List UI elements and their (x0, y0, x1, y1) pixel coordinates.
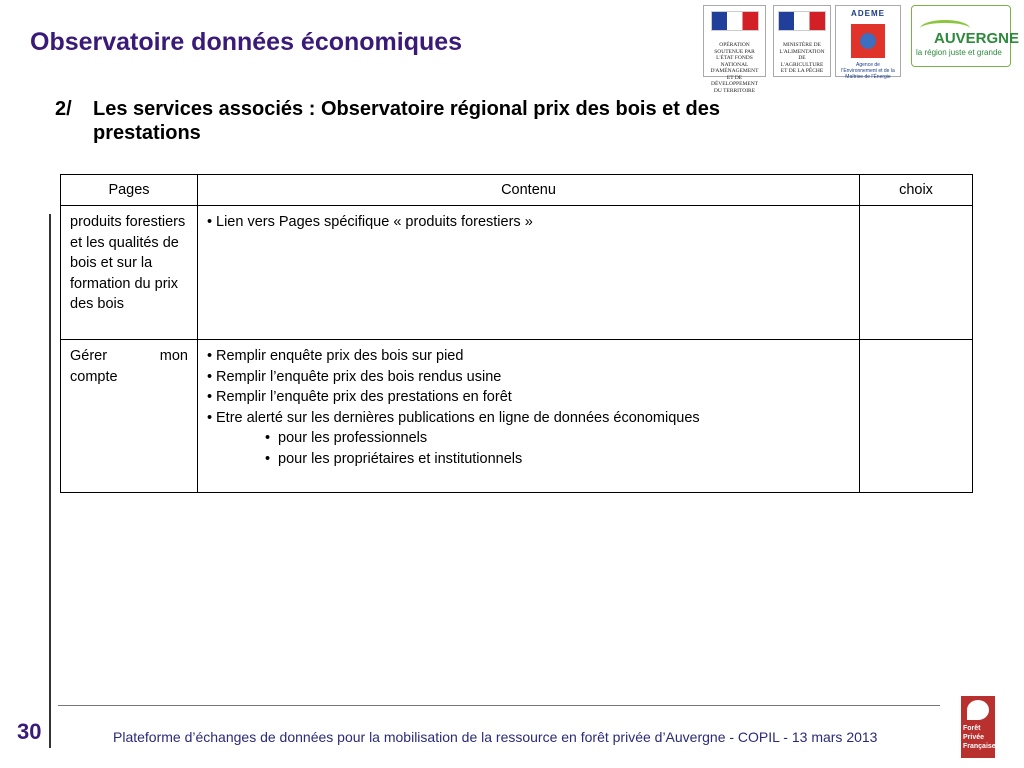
header-contenu: Contenu (198, 175, 860, 206)
logo-caption: MINISTÈRE DE L'ALIMENTATION DE L'AGRICULTURE ET DE LA PÊCHE (779, 42, 825, 74)
ministere-agriculture-logo (773, 5, 831, 77)
auvergne-tagline: la région juste et grande (916, 48, 1002, 57)
french-flag-icon (711, 11, 759, 31)
cell-choix[interactable] (860, 206, 973, 340)
header-pages: Pages (61, 175, 198, 206)
auvergne-region-logo (911, 5, 1020, 67)
section-subtitle (55, 97, 875, 145)
fpf-line-2: Privée (963, 734, 985, 741)
bullet-icon: • (265, 450, 271, 467)
leaf-icon (967, 700, 989, 720)
fpf-line-1: Forêt (963, 725, 981, 732)
french-flag-icon (778, 11, 826, 31)
auvergne-name: AUVERGNE (934, 30, 1020, 47)
services-table (60, 174, 973, 493)
table-header-row (61, 175, 973, 206)
ademe-emblem-icon (851, 24, 885, 58)
header-choix: choix (860, 175, 973, 206)
logo-caption: OPÉRATION SOUTENUE PAR L'ÉTAT FONDS NATIONAL D'AMÉNAGEMENT ET DE DÉVELOPPEMENT DU TERRITOIRE (710, 42, 759, 94)
fpf-text (963, 724, 996, 751)
logo-caption: Agence de l'Environnement et de la Maîtrise de l'Énergie (841, 62, 895, 80)
list-item-text: pour les propriétaires et institutionnels (278, 450, 523, 467)
list-item (207, 367, 850, 388)
sub-list-item (207, 428, 850, 449)
bullet-icon: • (207, 389, 213, 405)
bullet-icon: • (207, 348, 213, 364)
cell-contenu (198, 340, 860, 493)
page-number: 30 (17, 719, 42, 744)
subtitle-line-1: Les services associés : Observatoire régional prix des bois et des (93, 98, 720, 120)
page-title: Observatoire données économiques (30, 28, 463, 56)
page-label-line-2: compte (70, 368, 118, 385)
subtitle-line-2: prestations (93, 122, 201, 144)
foret-privee-francaise-logo (961, 696, 995, 758)
cell-choix[interactable] (860, 340, 973, 493)
bullet-icon: • (207, 409, 213, 426)
table-row (61, 206, 973, 340)
republique-francaise-logo (703, 5, 766, 94)
vertical-divider (49, 214, 51, 748)
list-item (207, 212, 850, 233)
ademe-logo (835, 5, 901, 80)
list-item (207, 387, 850, 408)
list-item-text: Remplir l’enquête prix des bois rendus usine (216, 368, 502, 385)
cell-contenu (198, 206, 860, 340)
footer-text: Plateforme d’échanges de données pour la mobilisation de la ressource en forêt privée d’Auvergne - COPIL - 13 mars 2013 (113, 729, 878, 745)
list-item-text: pour les professionnels (278, 430, 428, 446)
page-label-line-1: Gérer mon (70, 348, 188, 364)
fpf-line-3: Française (963, 743, 996, 750)
sub-list-item (207, 449, 850, 470)
bullet-icon: • (207, 368, 213, 385)
list-item (207, 408, 850, 429)
list-item (207, 346, 850, 367)
cell-page (61, 340, 198, 493)
list-item-text: Etre alerté sur les dernières publications en ligne de données économiques (216, 409, 700, 426)
table-row (61, 340, 973, 493)
list-item-text: Remplir l’enquête prix des prestations en forêt (216, 389, 512, 405)
bullet-icon: • (265, 430, 271, 446)
bullet-icon: • (207, 214, 213, 230)
list-item-text: Lien vers Pages spécifique « produits forestiers » (216, 214, 533, 230)
list-item-text: Remplir enquête prix des bois sur pied (216, 348, 464, 364)
cell-page: produits forestiers et les qualités de bois et sur la formation du prix des bois (61, 206, 198, 340)
ademe-name: ADEME (851, 9, 885, 18)
subtitle-number: 2/ (55, 98, 72, 120)
footer-divider (58, 705, 940, 706)
